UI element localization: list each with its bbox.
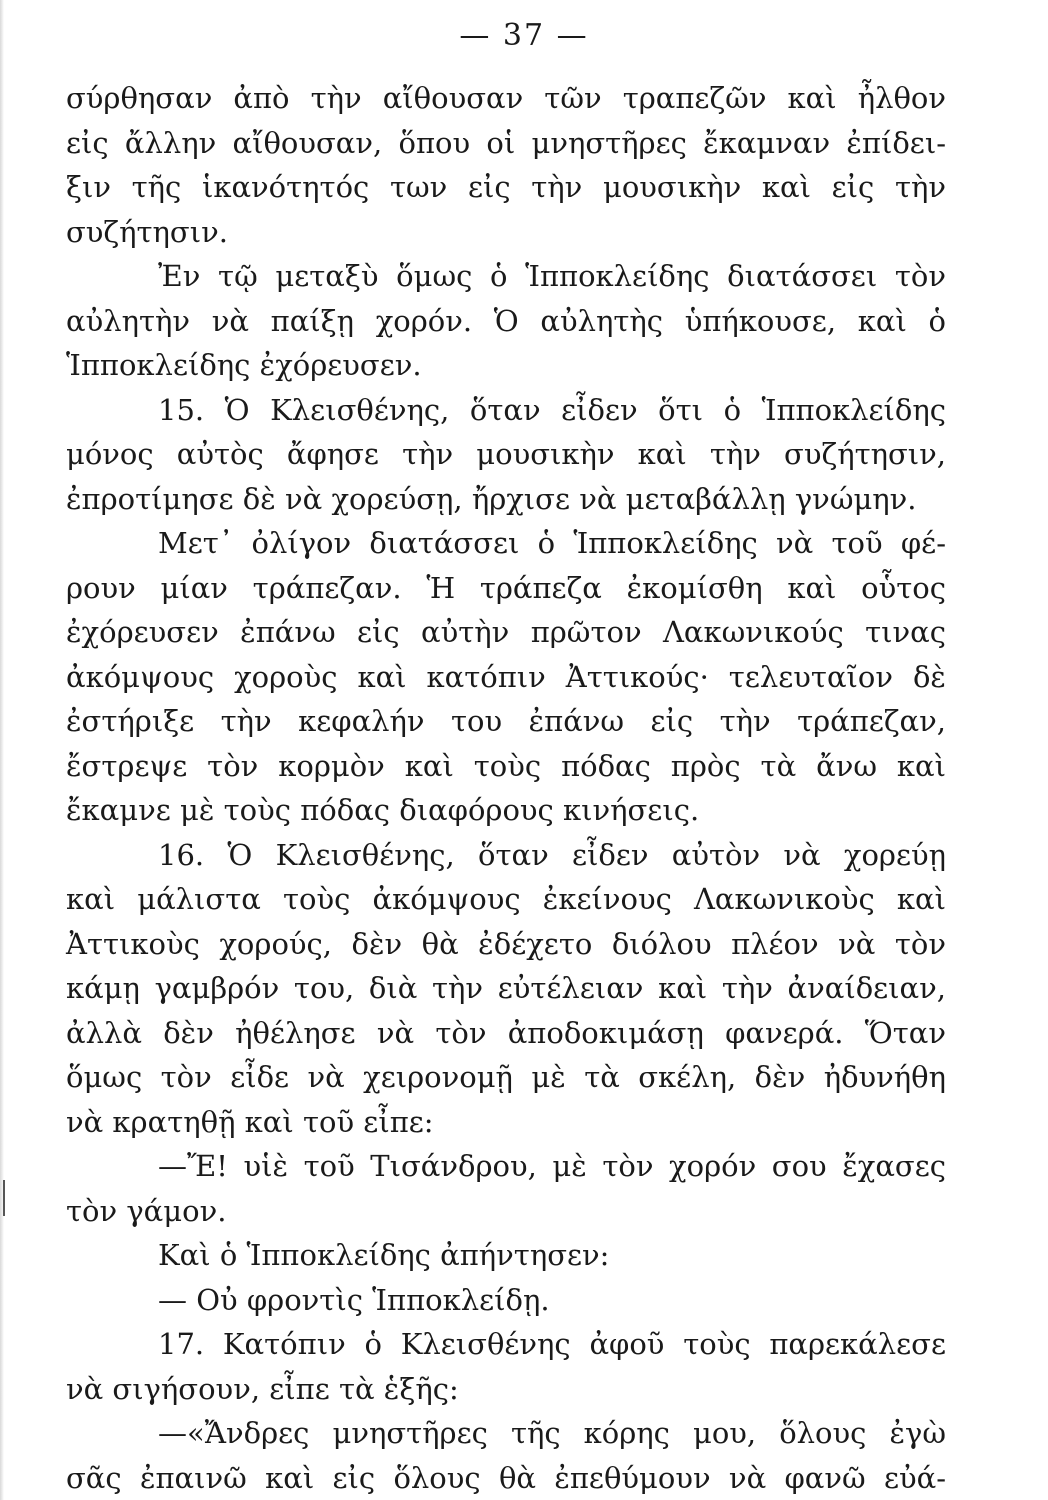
- text-line: ρουν μίαν τράπεζαν. Ἡ τράπεζα ἐκομίσθη καὶ οὗτος: [66, 570, 946, 605]
- text-line: ἀλλὰ δὲν ἠθέλησε νὰ τὸν ἀποδοκιμάσῃ φανερά. Ὅταν: [66, 1015, 946, 1050]
- text-line: νὰ σιγήσουν, εἶπε τὰ ἑξῆς:: [66, 1371, 459, 1406]
- dialogue-line: —Ἔ! υἱὲ τοῦ Τισάνδρου, μὲ τὸν χορόν σου ἔχασες: [158, 1149, 946, 1183]
- text-line: ξιν τῆς ἱκανότητός των εἰς τὴν μουσικὴν καὶ εἰς τὴν: [66, 170, 946, 204]
- page-number: — 37 —: [459, 18, 589, 53]
- text-line: τὸν γάμον.: [66, 1193, 227, 1228]
- text-line: Καὶ ὁ Ἱπποκλείδης ἀπήντησεν:: [158, 1238, 610, 1272]
- text-line: καὶ μάλιστα τοὺς ἀκόμψους ἐκείνους Λακωνικοὺς καὶ: [66, 882, 946, 916]
- text-line: ἔστρεψε τὸν κορμὸν καὶ τοὺς πόδας πρὸς τὰ ἄνω καὶ: [66, 748, 946, 783]
- text-line: μόνος αὐτὸς ἄφησε τὴν μουσικὴν καὶ τὴν συζήτησιν,: [66, 437, 946, 471]
- paragraph-16-start: 16. Ὁ Κλεισθένης, ὅταν εἶδεν αὐτὸν νὰ χορεύῃ: [158, 837, 946, 872]
- text-line: ἐστήριξε τὴν κεφαλήν του ἐπάνω εἰς τὴν τράπεζαν,: [66, 704, 946, 738]
- text-line: ἀκόμψους χοροὺς καὶ κατόπιν Ἀττικούς· τελευταῖον δὲ: [66, 659, 946, 694]
- text-line: ἔκαμνε μὲ τοὺς πόδας διαφόρους κινήσεις.: [66, 793, 700, 827]
- text-line: Ἱπποκλείδης ἐχόρευσεν.: [66, 348, 422, 382]
- text-line: ὅμως τὸν εἶδε νὰ χειρονομῇ μὲ τὰ σκέλη, δὲν ἠδυνήθη: [66, 1060, 946, 1094]
- text-line: Μετ᾽ ὀλίγον διατάσσει ὁ Ἱπποκλείδης νὰ τοῦ φέ-: [158, 526, 946, 560]
- dialogue-line: —«Ἄνδρες μνηστῆρες τῆς κόρης μου, ὅλους ἐγὼ: [158, 1416, 946, 1450]
- text-line: νὰ κρατηθῇ καὶ τοῦ εἶπε:: [66, 1104, 434, 1139]
- text-line: Ἐν τῷ μεταξὺ ὅμως ὁ Ἱπποκλείδης διατάσσει τὸν: [158, 259, 946, 293]
- dialogue-line: — Οὐ φροντὶς Ἱπποκλείδῃ.: [158, 1282, 550, 1317]
- body-text: [66, 76, 946, 1500]
- text-line: Ἀττικοὺς χορούς, δὲν θὰ ἐδέχετο διόλου πλέον νὰ τὸν: [66, 926, 946, 961]
- text-line: συζήτησιν.: [66, 214, 228, 249]
- text-line: σᾶς ἐπαινῶ καὶ εἰς ὅλους θὰ ἐπεθύμουν νὰ φανῶ εὐά-: [66, 1460, 946, 1495]
- text-line: εἰς ἄλλην αἴθουσαν, ὅπου οἱ μνηστῆρες ἔκαμναν ἐπίδει-: [66, 125, 946, 160]
- text-line: αὐλητὴν νὰ παίξῃ χορόν. Ὁ αὐλητὴς ὑπήκουσε, καὶ ὁ: [66, 303, 946, 338]
- text-line: κάμῃ γαμβρόν του, διὰ τὴν εὐτέλειαν καὶ τὴν ἀναίδειαν,: [66, 971, 946, 1005]
- text-line: σύρθησαν ἀπὸ τὴν αἴθουσαν τῶν τραπεζῶν καὶ ἦλθον: [66, 81, 946, 115]
- binding-edge: [0, 0, 4, 1500]
- paragraph-17-start: 17. Κατόπιν ὁ Κλεισθένης ἀφοῦ τοὺς παρεκάλεσε: [158, 1327, 946, 1361]
- text-line: ἐπροτίμησε δὲ νὰ χορεύσῃ, ἤρχισε νὰ μεταβάλλῃ γνώμην.: [66, 481, 917, 516]
- paragraph-15-start: 15. Ὁ Κλεισθένης, ὅταν εἶδεν ὅτι ὁ Ἱπποκλείδης: [158, 392, 946, 427]
- margin-mark: [3, 1180, 5, 1216]
- text-line: ἐχόρευσεν ἐπάνω εἰς αὐτὴν πρῶτον Λακωνικούς τινας: [66, 615, 946, 649]
